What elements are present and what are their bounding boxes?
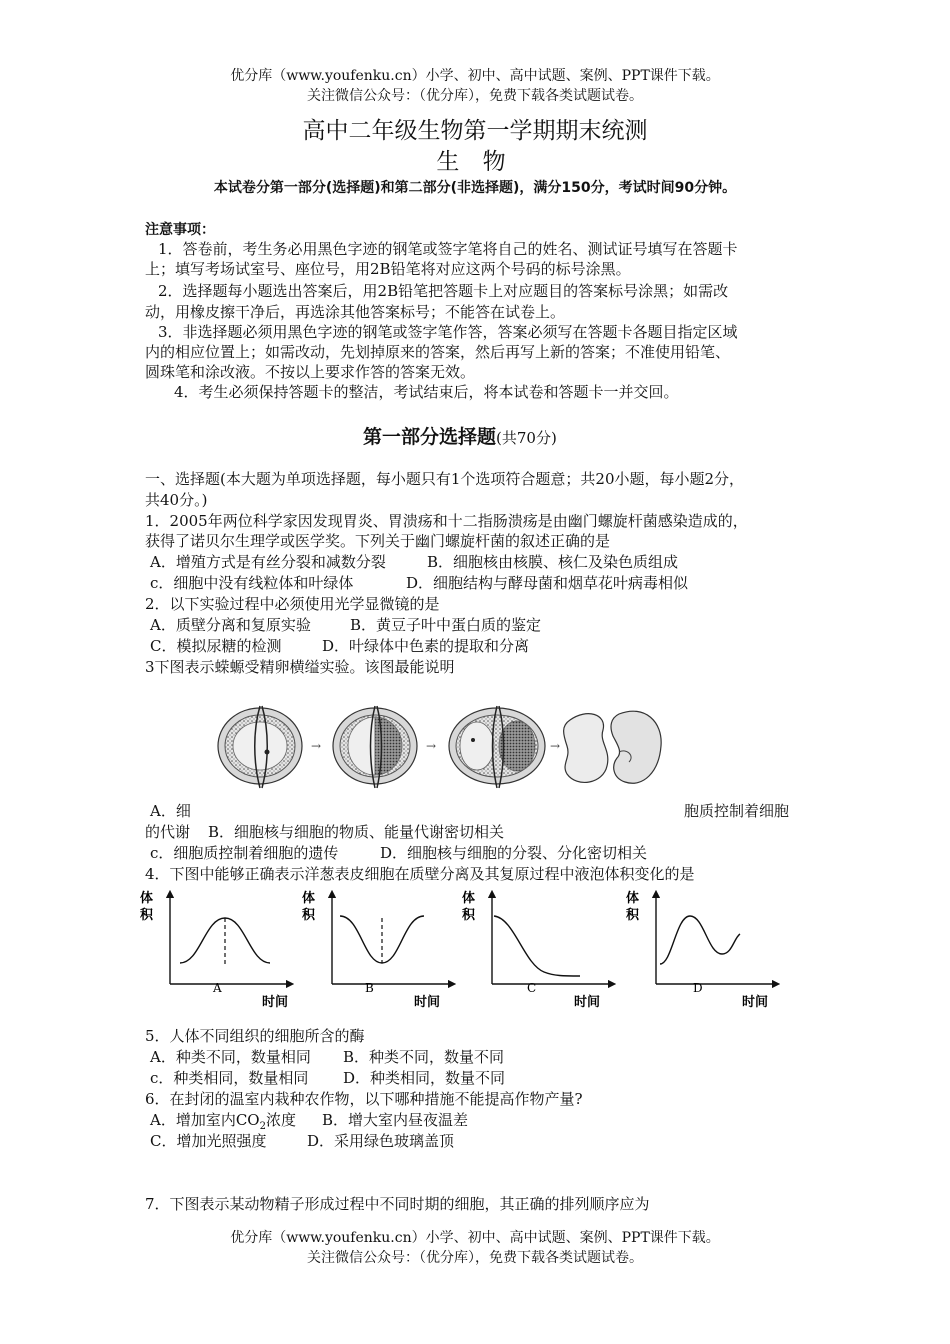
graph-c-label: C [527,981,537,995]
q3-option-d: D．细胞核与细胞的分裂、分化密切相关 [380,844,648,862]
q5-option-a: A．种类不同，数量相同 [150,1048,311,1066]
embryo-result [564,711,662,783]
graph-d-label: D [693,981,703,995]
q5-option-b: B．种类不同，数量不同 [343,1048,505,1066]
q1-stem: 1．2005年两位科学家因发现胃炎、胃溃疡和十二指肠溃疡是由幽门螺旋杆菌感染造成的， [145,512,748,530]
notice-line: 2．选择题每小题选出答案后，用2B铅笔把答题卡上对应题目的答案标号涂黑；如需改 [158,282,729,300]
q1-option-c: c．细胞中没有线粒体和叶绿体 [150,574,354,592]
q3-option-a-end: 胞质控制着细胞 [684,802,790,820]
notice-line: 上；填写考场试室号、座位号，用2B铅笔将对应这两个号码的标号涂黑。 [145,260,631,278]
q1-option-d: D．细胞结构与酵母菌和烟草花叶病毒相似 [406,574,689,592]
notice-line: 3．非选择题必须用黑色字迹的钢笔或签字笔作答，答案必须写在答题卡各题目指定区域 [158,323,738,341]
q1-option-a: A．增殖方式是有丝分裂和减数分裂 [150,553,386,571]
footer-line-2: 关注微信公众号：（优分库），免费下载各类试题试卷。 [307,1250,643,1266]
graph-d-y-label: 体 [626,891,640,906]
graph-a [140,890,290,1010]
q3-option-b: B．细胞核与细胞的物质、能量代谢密切相关 [208,823,505,841]
egg-stage-1 [218,706,302,788]
exam-description: 本试卷分第一部分(选择题)和第二部分(非选择题)，满分150分，考试时间90分钟。 [213,180,737,196]
q6-stem: 6．在封闭的温室内栽种农作物，以下哪种措施不能提高作物产量? [145,1090,583,1108]
graph-c-x-label: 时间 [574,995,601,1010]
q6-option-a-sub: 2 [259,1121,266,1132]
q5-option-c: c．种类相同，数量相同 [150,1069,309,1087]
graph-a-label: A [213,981,222,995]
salamander-egg-figure [215,700,665,795]
notice-line: 动，用橡皮擦干净后，再选涂其他答案标号；不能答在试卷上。 [145,303,566,321]
graph-b-y-label: 体 [302,891,316,906]
q4-graphs [140,888,780,1010]
subject-title: 生 物 [436,149,514,175]
q2-option-d: D．叶绿体中色素的提取和分离 [322,637,530,655]
exam-title: 高中二年级生物第一学期期末统测 [302,118,648,144]
section-instructions: 一、选择题(本大题为单项选择题，每小题只有1个选项符合题意；共20小题，每小题2分， [145,470,745,488]
notice-line: 内的相应位置上；如需改动，先划掉原来的答案，然后再写上新的答案；不准使用铅笔、 [145,343,731,361]
q6-option-b: B．增大室内昼夜温差 [322,1111,469,1129]
q2-stem: 2．以下实验过程中必须使用光学显微镜的是 [145,595,440,613]
q1-option-b: B．细胞核由核膜、核仁及染色质组成 [427,553,679,571]
q6-option-a-pre: A．增加室内CO [150,1111,260,1129]
header-line-2: 关注微信公众号：（优分库），免费下载各类试题试卷。 [307,88,643,104]
graph-b-x-label: 时间 [414,995,441,1010]
section-instructions: 共40分。) [145,491,208,509]
graph-d-y-label: 积 [626,908,640,923]
graph-c [462,890,612,1010]
part1-heading [363,424,557,451]
q3-stem: 3下图表示蝾螈受精卵横缢实验。该图最能说明 [145,658,455,676]
part1-title: 第一部分选择题 [363,426,497,448]
q6-option-a-post: 浓度 [265,1111,296,1129]
part1-score: (共70分) [496,429,557,447]
egg-stage-3 [449,706,545,788]
graph-c-curve [494,916,580,976]
svg-text:→: → [426,739,437,753]
egg-stage-2 [333,706,417,788]
q7-stem: 7．下图表示某动物精子形成过程中不同时期的细胞，其正确的排列顺序应为 [145,1195,650,1213]
notice-line: 1．答卷前，考生务必用黑色字迹的钢笔或签字笔将自己的姓名、测试证号填写在答题卡 [158,240,738,258]
q4-stem: 4．下图中能够正确表示洋葱表皮细胞在质壁分离及其复原过程中液泡体积变化的是 [145,865,695,883]
svg-text:→: → [311,739,322,753]
q2-option-a: A．质壁分离和复原实验 [150,616,311,634]
q5-stem: 5．人体不同组织的细胞所含的酶 [145,1027,365,1045]
graph-a-y-label: 体 [140,891,154,906]
graph-c-y-label: 积 [462,908,476,923]
q3-option-a-cont: 的代谢 [145,823,191,841]
graph-b-label: B [365,981,374,995]
q3-option-c: c．细胞质控制着细胞的遗传 [150,844,339,862]
graph-b [302,890,452,1010]
graph-d-curve [660,916,740,964]
q6-option-c: C．增加光照强度 [150,1132,267,1150]
footer-line-1: 优分库（www.youfenku.cn）小学、初中、高中试题、案例、PPT课件下载。 [230,1230,720,1246]
q1-stem: 获得了诺贝尔生理学或医学奖。下列关于幽门螺旋杆菌的叙述正确的是 [145,532,611,550]
svg-text:→: → [550,739,561,753]
notice-heading: 注意事项： [145,222,215,238]
graph-d-x-label: 时间 [742,995,769,1010]
q3-option-a: A．细 [150,802,191,820]
graph-b-y-label: 积 [302,908,316,923]
graph-d [626,890,776,1010]
q6-option-d: D．采用绿色玻璃盖顶 [307,1132,455,1150]
header-line-1: 优分库（www.youfenku.cn）小学、初中、高中试题、案例、PPT课件下载。 [230,68,720,84]
graph-a-y-label: 积 [140,908,154,923]
notice-line: 4．考生必须保持答题卡的整洁，考试结束后，将本试卷和答题卡一并交回。 [174,383,679,401]
graph-c-y-label: 体 [462,891,476,906]
q2-option-c: C．模拟尿糖的检测 [150,637,282,655]
notice-line: 圆珠笔和涂改液。不按以上要求作答的答案无效。 [145,363,476,381]
graph-a-x-label: 时间 [262,995,289,1010]
q5-option-d: D．种类相同，数量不同 [343,1069,506,1087]
q2-option-b: B．黄豆子叶中蛋白质的鉴定 [350,616,542,634]
